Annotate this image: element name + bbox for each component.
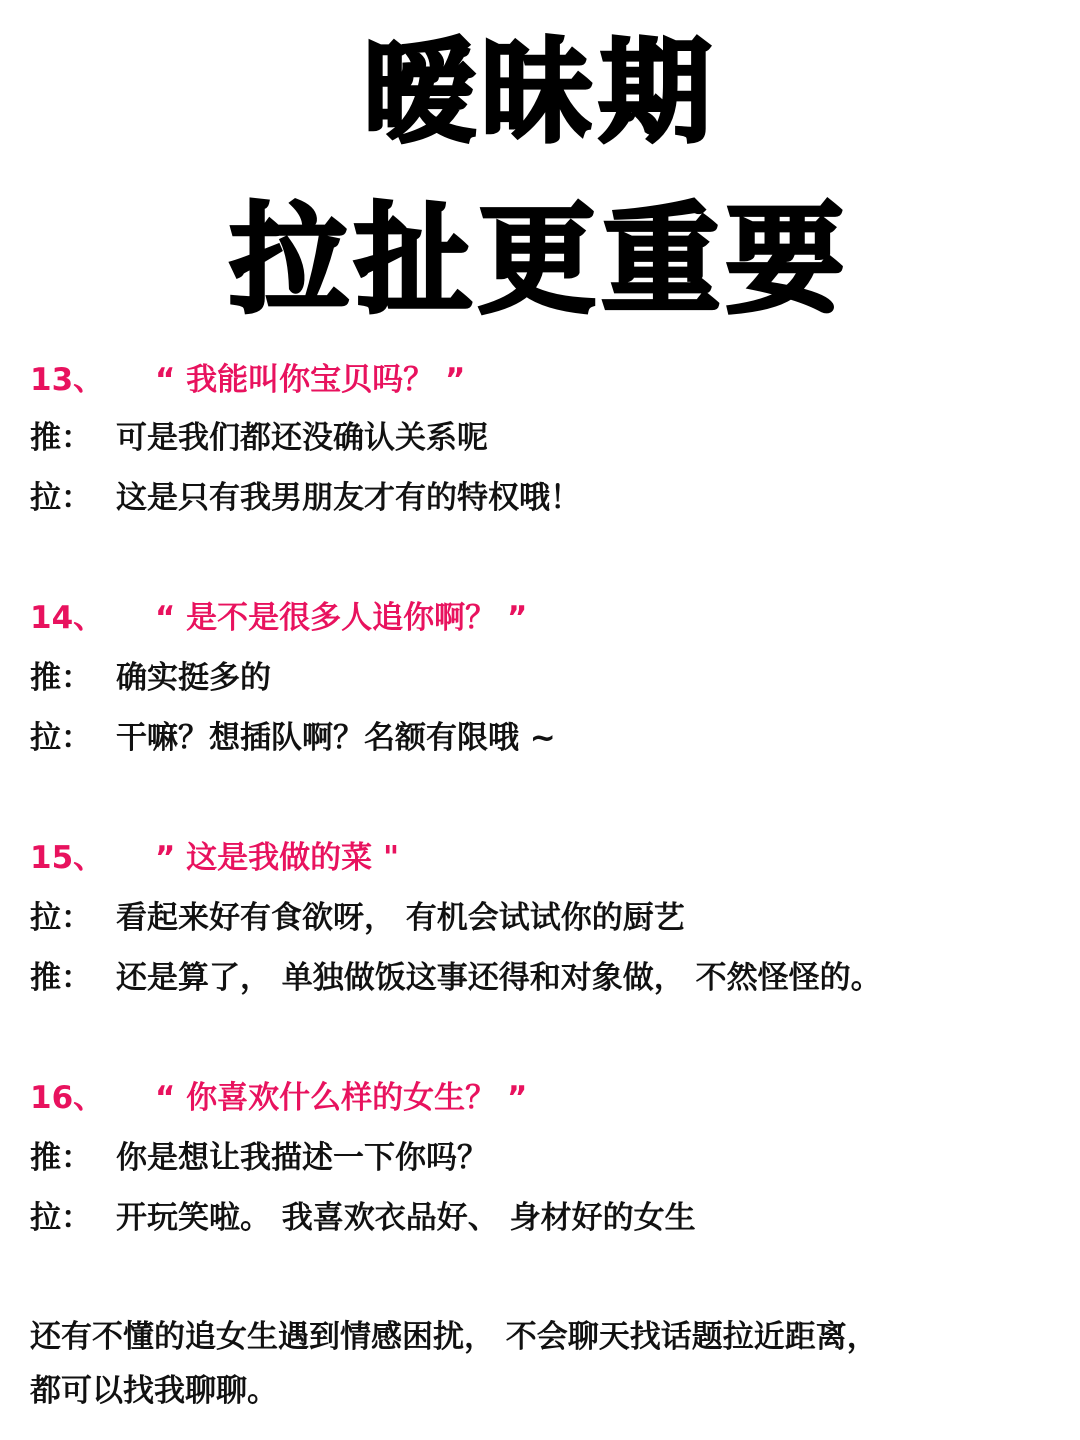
question-14 bbox=[30, 596, 527, 640]
page-title-line-2: 拉扯更重要 bbox=[229, 191, 850, 329]
question-text: “ 你喜欢什么样的女生？ ” bbox=[155, 1080, 528, 1116]
reply-text: 这是只有我男朋友才有的特权哦！ bbox=[116, 480, 581, 516]
role-label: 推： bbox=[30, 660, 92, 696]
question-16 bbox=[30, 1076, 527, 1120]
role-label: 拉： bbox=[30, 480, 92, 516]
reply-row bbox=[30, 716, 556, 760]
reply-row bbox=[30, 416, 488, 460]
reply-text: 你是想让我描述一下你吗？ bbox=[116, 1140, 488, 1176]
footer-line-1: 还有不懂的追女生遇到情感困扰， 不会聊天找话题拉近距离， bbox=[30, 1319, 878, 1355]
reply-text: 看起来好有食欲呀， 有机会试试你的厨艺 bbox=[116, 900, 685, 936]
role-label: 拉： bbox=[30, 1200, 92, 1236]
reply-row bbox=[30, 476, 581, 520]
question-13 bbox=[30, 358, 465, 402]
reply-row bbox=[30, 1196, 696, 1240]
reply-text: 干嘛？想插队啊？名额有限哦 ~ bbox=[116, 720, 556, 756]
reply-text: 开玩笑啦。 我喜欢衣品好、 身材好的女生 bbox=[116, 1200, 696, 1236]
reply-row bbox=[30, 956, 882, 1000]
role-label: 推： bbox=[30, 1140, 92, 1176]
reply-text: 确实挺多的 bbox=[116, 660, 271, 696]
reply-text: 可是我们都还没确认关系呢 bbox=[116, 420, 488, 456]
question-text: ” 这是我做的菜 " bbox=[155, 840, 400, 876]
reply-text: 还是算了， 单独做饭这事还得和对象做， 不然怪怪的。 bbox=[116, 960, 882, 996]
role-label: 拉： bbox=[30, 900, 92, 936]
question-text: “ 我能叫你宝贝吗？ ” bbox=[155, 362, 466, 398]
reply-row bbox=[30, 896, 685, 940]
question-number: 13、 bbox=[30, 362, 105, 398]
question-number: 15、 bbox=[30, 840, 105, 876]
role-label: 拉： bbox=[30, 720, 92, 756]
question-number: 16、 bbox=[30, 1080, 105, 1116]
reply-row bbox=[30, 656, 271, 700]
question-text: “ 是不是很多人追你啊？ ” bbox=[155, 600, 528, 636]
page-title-line-1: 暧昧期 bbox=[363, 28, 717, 158]
reply-row bbox=[30, 1136, 488, 1180]
role-label: 推： bbox=[30, 960, 92, 996]
role-label: 推： bbox=[30, 420, 92, 456]
question-number: 14、 bbox=[30, 600, 105, 636]
footer-line-2: 都可以找我聊聊。 bbox=[30, 1373, 278, 1409]
question-15 bbox=[30, 836, 399, 880]
